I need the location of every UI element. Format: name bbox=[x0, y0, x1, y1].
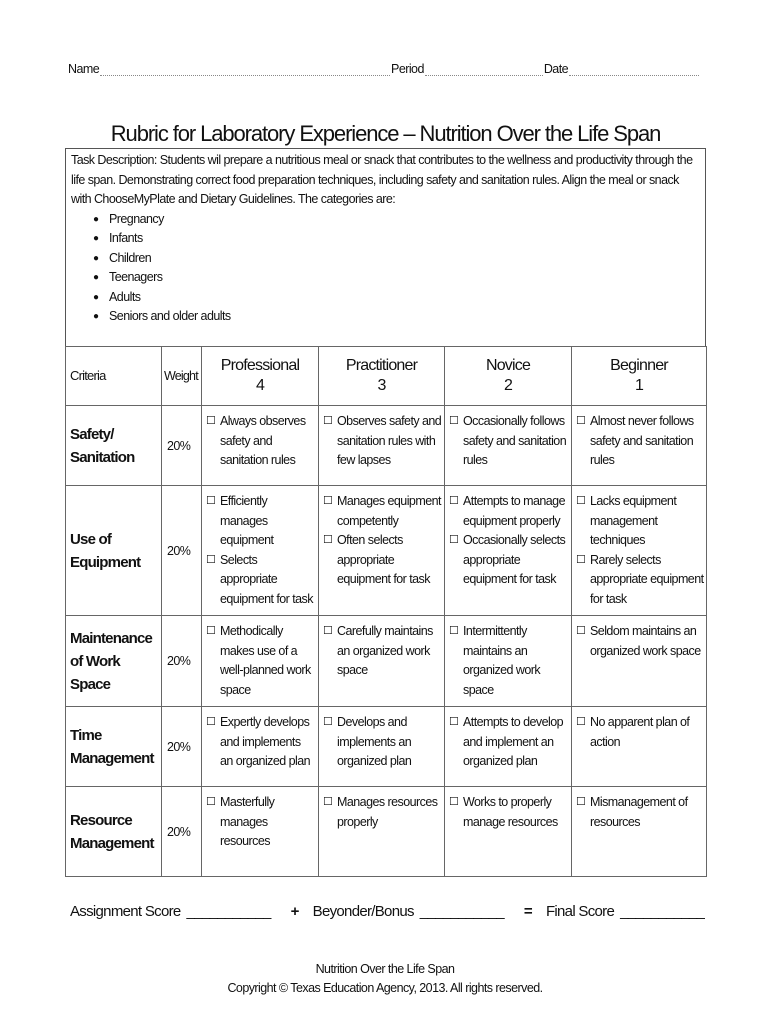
weight-cell: 20% bbox=[162, 406, 202, 486]
descriptor-item bbox=[323, 412, 442, 471]
descriptor-cell bbox=[572, 616, 707, 707]
category-label: Teenagers bbox=[109, 270, 163, 284]
descriptor-text: Rarely selects appropriate equipment for task bbox=[590, 552, 704, 606]
checkbox-icon[interactable]: ☐ bbox=[323, 415, 333, 427]
checkbox-icon[interactable]: ☐ bbox=[206, 796, 216, 808]
criteria-cell: Time Management bbox=[66, 707, 162, 787]
checkbox-icon[interactable]: ☐ bbox=[206, 415, 216, 427]
table-row bbox=[66, 616, 707, 707]
level-header-professional bbox=[202, 347, 319, 406]
descriptor-item bbox=[576, 412, 704, 471]
descriptor-item bbox=[206, 492, 316, 551]
category-item bbox=[93, 288, 700, 308]
level-header-novice bbox=[445, 347, 572, 406]
descriptor-item bbox=[449, 412, 569, 471]
descriptor-item bbox=[576, 551, 704, 610]
bonus-field[interactable]: ___________ bbox=[419, 903, 504, 920]
descriptor-text: Develops and implements an organized plan bbox=[337, 715, 412, 768]
checkbox-icon[interactable]: ☐ bbox=[206, 553, 216, 566]
name-label: Name bbox=[68, 62, 100, 76]
descriptor-text: Always observes safety and sanitation rules bbox=[220, 414, 306, 467]
level-name: Novice bbox=[485, 357, 531, 374]
period-label: Period bbox=[391, 62, 424, 76]
descriptor-item bbox=[206, 622, 316, 700]
descriptor-item bbox=[206, 412, 316, 471]
final-score-label: Final Score bbox=[545, 903, 615, 920]
bullet-icon: ● bbox=[93, 291, 99, 303]
descriptor-cell bbox=[319, 707, 445, 787]
category-label: Infants bbox=[109, 231, 143, 245]
descriptor-item bbox=[206, 793, 316, 852]
checkbox-icon[interactable]: ☐ bbox=[449, 716, 459, 728]
descriptor-cell bbox=[202, 707, 319, 787]
checkbox-icon[interactable]: ☐ bbox=[449, 796, 459, 808]
weight-cell: 20% bbox=[162, 486, 202, 616]
descriptor-item bbox=[576, 713, 704, 752]
descriptor-cell bbox=[445, 707, 572, 787]
category-list bbox=[71, 210, 700, 327]
category-label: Adults bbox=[109, 289, 141, 304]
checkbox-icon[interactable]: ☐ bbox=[449, 534, 459, 546]
descriptor-text: Lacks equipment management techniques bbox=[590, 494, 677, 547]
level-name: Professional bbox=[220, 357, 300, 374]
descriptor-item bbox=[206, 551, 316, 610]
plus-sign: + bbox=[290, 903, 299, 920]
weight-cell: 20% bbox=[162, 707, 202, 787]
descriptor-cell bbox=[572, 406, 707, 486]
bullet-icon: ● bbox=[93, 252, 99, 264]
descriptor-text: Attempts to develop and implement an organized plan bbox=[463, 715, 564, 768]
task-description: Task Description: Students wil prepare a nutritious meal or snack that contributes to the wellness and productivity through the life span. Demonstrating correct food preparation techniques, including safety and sanitation rules. Align the meal or snack with ChooseMyPlate and Dietary Guidelines. The categories are: bbox=[71, 153, 693, 206]
descriptor-cell bbox=[572, 707, 707, 787]
category-item bbox=[93, 229, 700, 249]
checkbox-icon[interactable]: ☐ bbox=[206, 625, 216, 637]
checkbox-icon[interactable]: ☐ bbox=[576, 796, 586, 808]
descriptor-text: Seldom maintains an organized work space bbox=[590, 624, 701, 658]
criteria-cell: Safety/ Sanitation bbox=[66, 406, 162, 486]
descriptor-text: Expertly develops and implements an organized plan bbox=[220, 715, 311, 768]
weight-header: Weight bbox=[162, 347, 202, 406]
descriptor-text: Often selects appropriate equipment for task bbox=[337, 533, 430, 586]
level-header-beginner bbox=[572, 347, 707, 406]
criteria-cell: Resource Management bbox=[66, 787, 162, 877]
category-item bbox=[93, 307, 700, 327]
descriptor-item bbox=[323, 622, 442, 681]
table-row bbox=[66, 406, 707, 486]
descriptor-item bbox=[449, 531, 569, 590]
descriptor-cell bbox=[202, 787, 319, 877]
descriptor-cell bbox=[202, 616, 319, 707]
descriptor-cell bbox=[445, 616, 572, 707]
table-row bbox=[66, 707, 707, 787]
criteria-cell: Use of Equipment bbox=[66, 486, 162, 616]
bullet-icon: ● bbox=[93, 213, 99, 225]
copyright: Copyright © Texas Education Agency, 2013. All rights reserved. bbox=[227, 981, 543, 995]
level-score: 4 bbox=[255, 377, 265, 394]
descriptor-cell bbox=[445, 486, 572, 616]
rubric-table bbox=[65, 346, 707, 877]
weight-cell: 20% bbox=[162, 616, 202, 707]
descriptor-text: Almost never follows safety and sanitation rules bbox=[590, 414, 694, 467]
checkbox-icon[interactable]: ☐ bbox=[206, 495, 216, 507]
checkbox-icon[interactable]: ☐ bbox=[323, 495, 333, 507]
table-row bbox=[66, 486, 707, 616]
level-score: 3 bbox=[377, 377, 386, 394]
checkbox-icon[interactable]: ☐ bbox=[576, 553, 586, 566]
weight-cell: 20% bbox=[162, 787, 202, 877]
descriptor-item bbox=[576, 793, 704, 832]
descriptor-item bbox=[323, 492, 442, 531]
checkbox-icon[interactable]: ☐ bbox=[576, 415, 586, 427]
assignment-score-field[interactable]: ___________ bbox=[186, 903, 271, 920]
descriptor-cell bbox=[572, 787, 707, 877]
descriptor-text: Observes safety and sanitation rules with few lapses bbox=[337, 414, 442, 467]
descriptor-text: Mismanagement of resources bbox=[590, 795, 688, 829]
descriptor-text: Methodically makes use of a well-planned work space bbox=[220, 624, 311, 697]
descriptor-item bbox=[449, 793, 569, 832]
criteria-header: Criteria bbox=[66, 347, 162, 406]
level-name: Beginner bbox=[610, 357, 668, 374]
period-field[interactable] bbox=[425, 63, 543, 76]
descriptor-cell bbox=[319, 486, 445, 616]
descriptor-text: Masterfully manages resources bbox=[220, 795, 275, 848]
category-label: Seniors and older adults bbox=[109, 309, 231, 323]
assignment-score-label: Assignment Score bbox=[70, 903, 181, 920]
page-title: Rubric for Laboratory Experience – Nutrition Over the Life Span bbox=[110, 121, 661, 146]
descriptor-item bbox=[449, 713, 569, 772]
checkbox-icon[interactable]: ☐ bbox=[449, 495, 459, 507]
descriptor-cell bbox=[202, 486, 319, 616]
category-item bbox=[93, 210, 700, 230]
student-info-header bbox=[68, 62, 700, 76]
descriptor-text: Occasionally follows safety and sanitation rules bbox=[463, 414, 567, 467]
descriptor-item bbox=[576, 492, 704, 551]
descriptor-item bbox=[323, 713, 442, 772]
descriptor-text: Efficiently manages equipment bbox=[220, 494, 274, 547]
descriptor-text: Manages equipment competently bbox=[337, 494, 441, 528]
checkbox-icon[interactable]: ☐ bbox=[323, 796, 333, 808]
checkbox-icon[interactable]: ☐ bbox=[206, 716, 216, 728]
checkbox-icon[interactable]: ☐ bbox=[576, 495, 586, 507]
descriptor-cell bbox=[445, 787, 572, 877]
descriptor-text: Occasionally selects appropriate equipment for task bbox=[463, 533, 566, 586]
bullet-icon: ● bbox=[93, 272, 99, 283]
descriptor-text: Attempts to manage equipment properly bbox=[463, 494, 565, 528]
level-name: Practitioner bbox=[345, 357, 418, 374]
category-item bbox=[93, 249, 700, 269]
level-score: 1 bbox=[634, 377, 644, 394]
descriptor-cell bbox=[572, 486, 707, 616]
checkbox-icon[interactable]: ☐ bbox=[449, 625, 459, 637]
bonus-label: Beyonder/Bonus bbox=[312, 903, 414, 920]
bullet-icon: ● bbox=[93, 233, 99, 244]
checkbox-icon[interactable]: ☐ bbox=[323, 534, 333, 546]
descriptor-text: Manages resources properly bbox=[337, 795, 438, 829]
descriptor-text: Works to properly manage resources bbox=[463, 795, 558, 829]
descriptor-cell bbox=[445, 406, 572, 486]
category-label: Children bbox=[109, 250, 152, 265]
descriptor-text: Carefully maintains an organized work space bbox=[337, 624, 433, 677]
category-item bbox=[93, 268, 700, 288]
rubric-page bbox=[65, 62, 706, 998]
descriptor-item bbox=[576, 622, 704, 661]
descriptor-item bbox=[206, 713, 316, 772]
checkbox-icon[interactable]: ☐ bbox=[449, 415, 459, 427]
level-header-practitioner bbox=[319, 347, 445, 406]
descriptor-text: Selects appropriate equipment for task bbox=[220, 552, 313, 606]
descriptor-text: Intermittently maintains an organized work space bbox=[463, 624, 541, 697]
footer bbox=[0, 960, 770, 998]
descriptor-text: No apparent plan of action bbox=[590, 715, 690, 749]
date-field[interactable] bbox=[569, 63, 699, 76]
category-label: Pregnancy bbox=[109, 211, 164, 226]
checkbox-icon[interactable]: ☐ bbox=[323, 716, 333, 728]
checkbox-icon[interactable]: ☐ bbox=[576, 716, 586, 728]
level-score: 2 bbox=[503, 377, 513, 394]
rubric-header-row bbox=[66, 347, 707, 406]
final-score-field[interactable]: ___________ bbox=[620, 903, 705, 920]
equals-sign: = bbox=[523, 903, 532, 920]
descriptor-item bbox=[323, 793, 442, 832]
descriptor-cell bbox=[319, 616, 445, 707]
descriptor-cell bbox=[319, 787, 445, 877]
checkbox-icon[interactable]: ☐ bbox=[323, 625, 333, 637]
name-field[interactable] bbox=[100, 63, 390, 76]
footer-title: Nutrition Over the Life Span bbox=[315, 962, 455, 976]
bullet-icon: ● bbox=[93, 311, 99, 322]
descriptor-item bbox=[449, 622, 569, 700]
descriptor-item bbox=[323, 531, 442, 590]
date-label: Date bbox=[543, 62, 569, 76]
table-row bbox=[66, 787, 707, 877]
descriptor-cell bbox=[202, 406, 319, 486]
score-line bbox=[70, 903, 706, 920]
checkbox-icon[interactable]: ☐ bbox=[576, 625, 586, 637]
criteria-cell: Maintenance of Work Space bbox=[66, 616, 162, 707]
descriptor-cell bbox=[319, 406, 445, 486]
descriptor-item bbox=[449, 492, 569, 531]
task-description-box bbox=[65, 148, 706, 346]
